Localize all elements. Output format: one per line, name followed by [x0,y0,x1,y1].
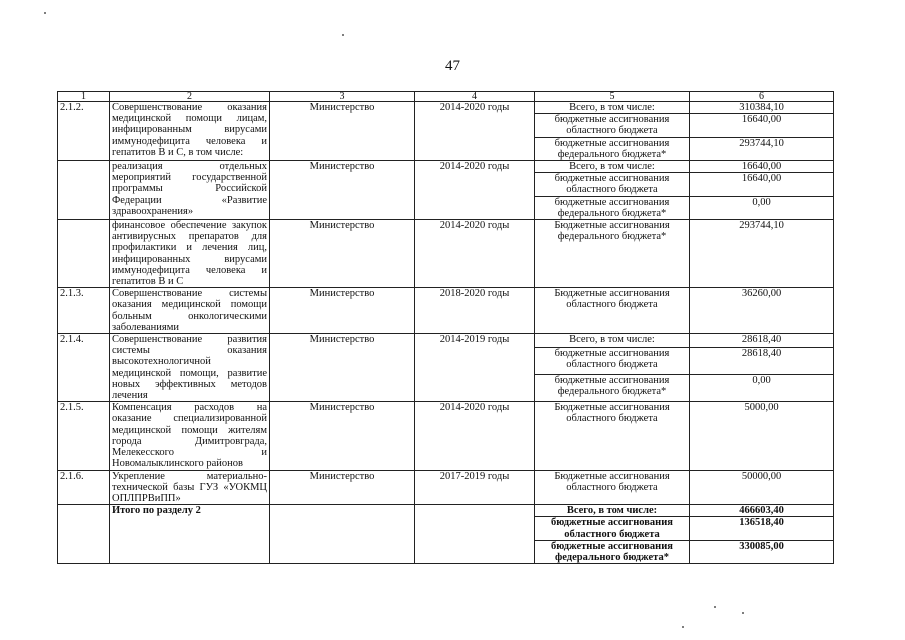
column-header: 2 [110,92,270,102]
program-table [57,91,834,564]
row-number: 2.1.4. [58,334,110,402]
total-label: Итого по разделу 2 [110,505,270,564]
funding-amount: 293744,10 [690,220,834,288]
row-number: 2.1.5. [58,402,110,470]
measure-name: финансовое обеспечение закупок антивирусных препаратов для профилактики и лечения лиц, инфицированных вирусами иммунодефицита человека и гепатитов В и С [110,220,270,288]
funding-amount: 16640,00 [690,114,834,137]
measure-name: Совершенствование оказания медицинской помощи лицам, инфицированным вирусами иммунодефицита человека и гепатитов В и С, в том числе: [110,102,270,161]
funding-amount: 16640,00 [690,173,834,196]
total-empty-cell [270,505,415,564]
measure-name: Совершенствование системы оказания медицинской помощи больным онкологическими заболеваниями [110,288,270,334]
funding-amount: 16640,00 [690,161,834,173]
period: 2017-2019 годы [415,470,535,505]
column-header: 1 [58,92,110,102]
total-row [58,505,834,517]
funding-source: Всего, в том числе: [535,334,690,348]
column-header: 5 [535,92,690,102]
funding-source: бюджетные ассигнования областного бюджета [535,173,690,196]
column-header: 6 [690,92,834,102]
measure-name: реализация отдельных мероприятий государственной программы Российской Федерации «Развитие здравоохранения» [110,161,270,220]
executor: Министерство [270,288,415,334]
funding-source: Бюджетные ассигнования федерального бюджета* [535,220,690,288]
column-header: 3 [270,92,415,102]
scan-speck [342,34,344,36]
row-number [58,220,110,288]
total-empty-cell [58,505,110,564]
funding-source: бюджетные ассигнования областного бюджета [535,348,690,375]
funding-source: Бюджетные ассигнования областного бюджета [535,288,690,334]
period: 2014-2020 годы [415,102,535,161]
funding-source: бюджетные ассигнования федерального бюджета* [535,196,690,219]
executor: Министерство [270,102,415,161]
total-funding-amount: 136518,40 [690,517,834,540]
table-row [58,220,834,288]
page-number: 47 [445,58,460,74]
row-number: 2.1.6. [58,470,110,505]
funding-source: Бюджетные ассигнования областного бюджета [535,470,690,505]
funding-source: бюджетные ассигнования федерального бюджета* [535,375,690,402]
scan-speck [682,626,684,628]
funding-source: Всего, в том числе: [535,161,690,173]
measure-name: Укрепление материально-технической базы ГУЗ «УОКМЦ ОПЛПРВиПП» [110,470,270,505]
executor: Министерство [270,161,415,220]
funding-amount: 0,00 [690,196,834,219]
table-row [58,470,834,505]
period: 2014-2020 годы [415,402,535,470]
period: 2014-2020 годы [415,220,535,288]
executor: Министерство [270,402,415,470]
scan-speck [714,606,716,608]
funding-amount: 28618,40 [690,348,834,375]
total-empty-cell [415,505,535,564]
period: 2014-2020 годы [415,161,535,220]
funding-source: бюджетные ассигнования областного бюджета [535,114,690,137]
period: 2014-2019 годы [415,334,535,402]
scan-speck [742,612,744,614]
table-body [58,92,834,564]
column-header: 4 [415,92,535,102]
executor: Министерство [270,220,415,288]
table-row [58,288,834,334]
executor: Министерство [270,470,415,505]
total-funding-amount: 466603,40 [690,505,834,517]
row-number: 2.1.3. [58,288,110,334]
row-number [58,161,110,220]
funding-source: Бюджетные ассигнования областного бюджета [535,402,690,470]
measure-name: Компенсация расходов на оказание специализированной медицинской помощи жителям города Димитровграда, Мелекесского и Новомалыклинского районов [110,402,270,470]
funding-amount: 0,00 [690,375,834,402]
column-number-row [58,92,834,102]
total-funding-amount: 330085,00 [690,540,834,563]
funding-amount: 5000,00 [690,402,834,470]
funding-amount: 50000,00 [690,470,834,505]
funding-amount: 28618,40 [690,334,834,348]
scan-speck [44,12,46,14]
executor: Министерство [270,334,415,402]
funding-source: бюджетные ассигнования федерального бюджета* [535,137,690,160]
funding-amount: 293744,10 [690,137,834,160]
table-row [58,334,834,348]
total-funding-source: Всего, в том числе: [535,505,690,517]
table-row [58,402,834,470]
measure-name: Совершенствование развития системы оказания высокотехнологичной медицинской помощи, развитие новых эффективных методов лечения [110,334,270,402]
funding-source: Всего, в том числе: [535,102,690,114]
period: 2018-2020 годы [415,288,535,334]
table-row [58,102,834,114]
funding-amount: 310384,10 [690,102,834,114]
funding-amount: 36260,00 [690,288,834,334]
table-row [58,161,834,173]
total-funding-source: бюджетные ассигнования федерального бюджета* [535,540,690,563]
total-funding-source: бюджетные ассигнования областного бюджета [535,517,690,540]
row-number: 2.1.2. [58,102,110,161]
